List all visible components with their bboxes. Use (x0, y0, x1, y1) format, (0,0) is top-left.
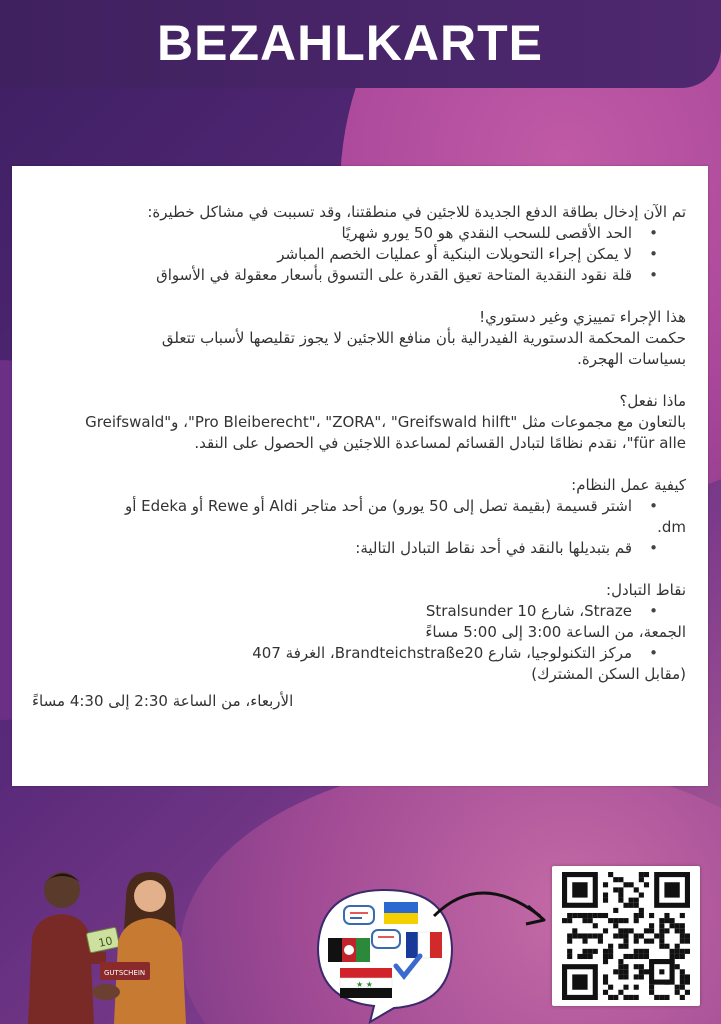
svg-text:★ ★: ★ ★ (356, 980, 373, 989)
list-item: • الحد الأقصى للسحب النقدي هو 50 يورو شهريًا (32, 223, 686, 244)
section-heading: نقاط التبادل: (606, 581, 686, 599)
paragraph-line: بسياسات الهجرة. (577, 350, 686, 368)
list-item: • لا يمكن إجراء التحويلات البنكية أو عمليات الخصم المباشر (32, 244, 686, 265)
points-list (32, 643, 686, 664)
step-line: • اشتر قسيمة (بقيمة تصل إلى 50 يورو) من أحد متاجر Aldi أو Rewe أو Edeka أو (124, 497, 632, 515)
paragraph-line: حكمت المحكمة الدستورية الفيدرالية بأن منافع اللاجئين لا يجوز تقليصها لأسباب تتعلق (161, 329, 686, 347)
how-it-works-section (32, 475, 686, 559)
note-text: (مقابل السكن المشترك) (531, 665, 686, 683)
people-exchange-illustration (14, 860, 214, 1024)
page-title: BEZAHLKARTE (157, 15, 543, 71)
schedule-text: الجمعة، من الساعة 3:00 إلى 5:00 مساءً (425, 623, 686, 641)
schedule-text: الأربعاء، من الساعة 2:30 إلى 4:30 مساءً (32, 692, 294, 710)
info-text (32, 202, 686, 733)
intro-text: تم الآن إدخال بطاقة الدفع الجديدة للاجئين في منطقتنا، وقد تسببت في مشاكل خطيرة: (147, 203, 686, 221)
qr-code-pattern (562, 872, 690, 1000)
list-item: • مركز التكنولوجيا، شارع Brandteichstraße20، الغرفة 407 (32, 643, 686, 664)
section-heading: كيفية عمل النظام: (571, 476, 686, 494)
banknote-value: 10 (97, 934, 114, 950)
voucher-label: GUTSCHEIN (104, 969, 146, 977)
unconstitutional-section (32, 307, 686, 370)
arrow-icon (430, 876, 560, 946)
exchange-points-section (32, 580, 686, 712)
paragraph-line: بالتعاون مع مجموعات مثل "Pro Bleiberecht"، "ZORA"، "Greifswald hilft"، و"Greifswald (85, 413, 686, 431)
intro-section (32, 202, 686, 286)
list-item: • Straze، شارع Stralsunder 10 (32, 601, 686, 622)
info-card (12, 166, 708, 786)
steps-list (32, 496, 686, 559)
paragraph-line: für alle"، نقدم نظامًا لتبادل القسائم لمساعدة اللاجئين في الحصول على النقد. (194, 434, 686, 452)
qr-code[interactable] (552, 866, 700, 1006)
section-heading: ماذا نفعل؟ (619, 392, 686, 410)
title-banner (0, 0, 721, 88)
problem-list (32, 223, 686, 286)
what-we-do-section (32, 391, 686, 454)
section-heading: هذا الإجراء تمييزي وغير دستوري! (479, 308, 686, 326)
points-list (32, 601, 686, 622)
list-item (32, 496, 686, 538)
step-line: dm. (657, 518, 686, 536)
list-item: • قم بتبديلها بالنقد في أحد نقاط التبادل التالية: (32, 538, 686, 559)
list-item: • قلة نقود النقدية المتاحة تعيق القدرة على التسوق بأسعار معقولة في الأسواق (32, 265, 686, 286)
